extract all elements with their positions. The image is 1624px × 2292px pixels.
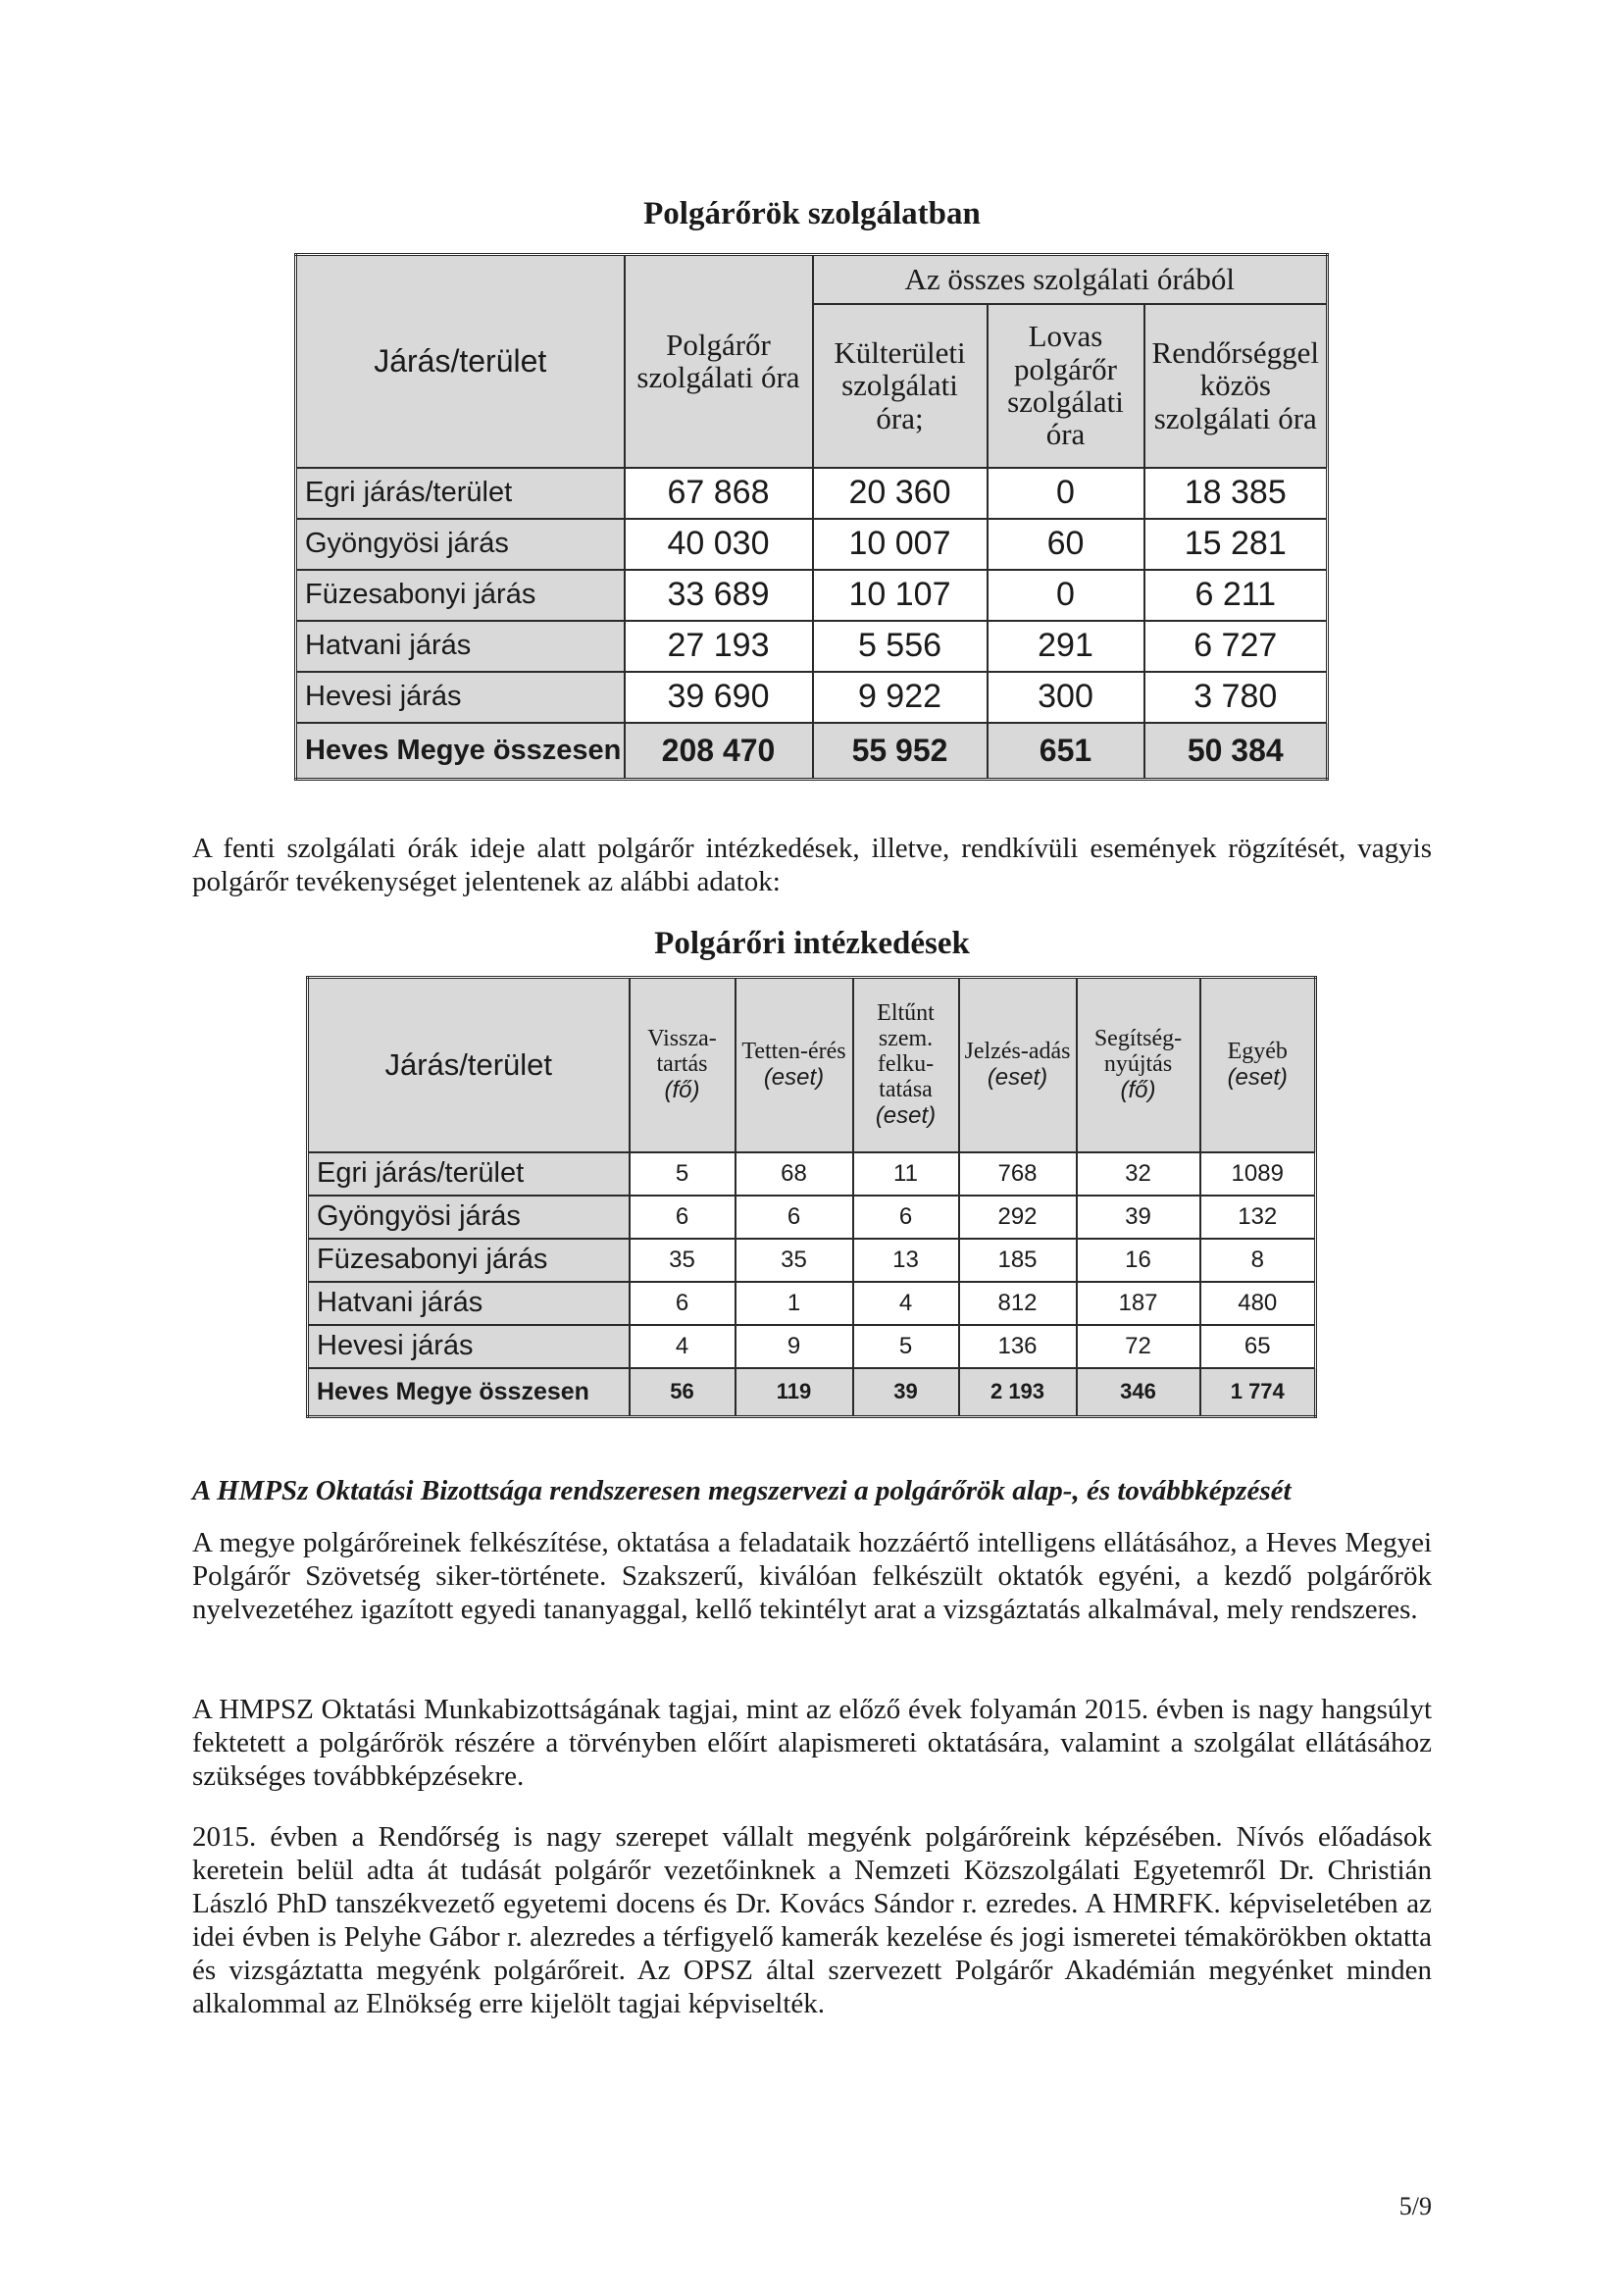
total-mounted: 651 [988,723,1144,780]
row-label: Füzesabonyi járás [308,1239,630,1282]
col-header-outdoor: Külterületi szolgálati óra; [813,304,988,468]
total-detain: 56 [630,1368,736,1417]
col-header-report [959,978,1077,1152]
cell-police: 15 281 [1144,519,1328,570]
cell-total: 39 690 [625,672,813,723]
cell-help: 39 [1077,1196,1200,1239]
table-row [308,1196,1316,1239]
total-row [296,723,1328,780]
cell-caught: 6 [736,1196,853,1239]
cell-detain: 5 [630,1152,736,1196]
col-header-missing [853,978,959,1152]
total-police: 50 384 [1144,723,1328,780]
col-header-detain-label: Vissza-tartás [647,1025,717,1077]
cell-outdoor: 10 007 [813,519,988,570]
col-header-mounted: Lovas polgárőr szolgálati óra [988,304,1144,468]
col-header-police: Rendőrséggel közös szolgálati óra [1144,304,1328,468]
total-label: Heves Megye összesen [308,1368,630,1417]
cell-detain: 6 [630,1282,736,1325]
row-label: Egri járás/terület [308,1152,630,1196]
cell-caught: 9 [736,1325,853,1368]
total-row [308,1368,1316,1417]
total-missing: 39 [853,1368,959,1417]
cell-missing: 4 [853,1282,959,1325]
cell-police: 6 211 [1144,570,1328,621]
table-row [308,1325,1316,1368]
row-label: Gyöngyösi járás [308,1196,630,1239]
cell-report: 812 [959,1282,1077,1325]
cell-outdoor: 9 922 [813,672,988,723]
cell-other: 480 [1200,1282,1316,1325]
cell-help: 72 [1077,1325,1200,1368]
cell-mounted: 300 [988,672,1144,723]
col-header-other [1200,978,1316,1152]
col-header-other-unit: (eset) [1227,1063,1288,1091]
col-header-area: Járás/terület [308,978,630,1152]
col-header-other-label: Egyéb [1227,1038,1288,1064]
col-header-report-label: Jelzés-adás [964,1038,1071,1064]
cell-mounted: 0 [988,468,1144,519]
total-caught: 119 [736,1368,853,1417]
table1-title: Polgárőrök szolgálatban [643,196,981,231]
total-report: 2 193 [959,1368,1077,1417]
page-number: 5/9 [1398,2192,1432,2220]
table-row [296,519,1328,570]
table-row [296,672,1328,723]
col-header-help-label: Segítség-nyújtás [1093,1025,1183,1077]
total-hours: 208 470 [625,723,813,780]
total-label: Heves Megye összesen [296,723,625,780]
cell-mounted: 0 [988,570,1144,621]
total-other: 1 774 [1200,1368,1316,1417]
row-label: Hatvani járás [296,621,625,672]
col-header-detain [630,978,736,1152]
section-heading: A HMPSz Oktatási Bizottsága rendszeresen megszervezi a polgárőrök alap-, és továbbképzését [192,1475,1292,1506]
cell-help: 187 [1077,1282,1200,1325]
cell-total: 40 030 [625,519,813,570]
cell-detain: 4 [630,1325,736,1368]
row-label: Hevesi járás [296,672,625,723]
cell-police: 6 727 [1144,621,1328,672]
cell-report: 292 [959,1196,1077,1239]
row-label: Hevesi járás [308,1325,630,1368]
col-header-report-unit: (eset) [987,1063,1048,1091]
cell-report: 768 [959,1152,1077,1196]
col-header-total-hours: Polgárőr szolgálati óra [625,255,813,468]
cell-total: 33 689 [625,570,813,621]
col-header-help-unit: (fő) [1120,1076,1156,1103]
cell-report: 136 [959,1325,1077,1368]
cell-missing: 6 [853,1196,959,1239]
cell-mounted: 60 [988,519,1144,570]
col-header-missing-label: Eltűnt szem. felku-tatása [877,999,935,1102]
cell-mounted: 291 [988,621,1144,672]
col-header-area: Járás/terület [296,255,625,468]
total-help: 346 [1077,1368,1200,1417]
cell-other: 1089 [1200,1152,1316,1196]
cell-caught: 1 [736,1282,853,1325]
paragraph-2: A HMPSZ Oktatási Munkabizottságának tagjai, mint az előző évek folyamán 2015. évben is nagy hangsúlyt fektetett a polgárőrök részére a törvényben előírt alapismereti oktatására, valamint a szolgálat ellátásához szükséges továbbképzésekre. [192,1694,1432,1792]
cell-outdoor: 10 107 [813,570,988,621]
col-header-detain-unit: (fő) [664,1076,700,1103]
cell-help: 16 [1077,1239,1200,1282]
service-hours-table [294,253,1329,781]
cell-caught: 35 [736,1239,853,1282]
table2-title: Polgárőri intézkedések [654,926,970,961]
col-header-help [1077,978,1200,1152]
cell-caught: 68 [736,1152,853,1196]
row-label: Gyöngyösi járás [296,519,625,570]
table-row [308,1239,1316,1282]
col-header-caught [736,978,853,1152]
cell-missing: 13 [853,1239,959,1282]
cell-report: 185 [959,1239,1077,1282]
intro-paragraph: A fenti szolgálati órák ideje alatt polgárőr intézkedések, illetve, rendkívüli események rögzítését, vagyis polgárőr tevékenységet jelentenek az alábbi adatok: [192,833,1432,897]
table-row [308,1282,1316,1325]
row-label: Egri járás/terület [296,468,625,519]
cell-other: 65 [1200,1325,1316,1368]
total-outdoor: 55 952 [813,723,988,780]
table-row [296,621,1328,672]
cell-outdoor: 5 556 [813,621,988,672]
cell-police: 18 385 [1144,468,1328,519]
cell-detain: 6 [630,1196,736,1239]
col-header-caught-label: Tetten-érés [741,1038,846,1064]
col-header-missing-unit: (eset) [875,1101,937,1129]
table-row [308,1152,1316,1196]
cell-police: 3 780 [1144,672,1328,723]
cell-missing: 5 [853,1325,959,1368]
row-label: Hatvani járás [308,1282,630,1325]
cell-total: 27 193 [625,621,813,672]
col-header-caught-unit: (eset) [763,1063,825,1091]
measures-table [306,976,1317,1418]
table-row [296,468,1328,519]
paragraph-1: A megye polgárőreinek felkészítése, oktatása a feladataik hozzáértő intelligens ellátásához, a Heves Megyei Polgárőr Szövetség siker-története. Szakszerű, kiválóan felkészült oktatók egyéni, a kezdő polgárőrök nyelvezetéhez igazított egyedi tananyaggal, kellő tekintélyt arat a vizsgáztatás alkalmával, mely rendszeres. [192,1527,1432,1625]
cell-other: 8 [1200,1239,1316,1282]
row-label: Füzesabonyi járás [296,570,625,621]
group-header: Az összes szolgálati órából [813,255,1328,304]
cell-other: 132 [1200,1196,1316,1239]
table-row [296,570,1328,621]
paragraph-3: 2015. évben a Rendőrség is nagy szerepet vállalt megyénk polgárőreink képzésében. Nívós előadások keretein belül adta át tudását polgárőr vezetőinknek a Nemzeti Közszolgálati Egyetemről Dr. Christián László PhD tanszékvezető egyetemi docens és Dr. Kovács Sándor r. ezredes. A HMRFK. képviseletében az idei évben is Pelyhe Gábor r. alezredes a térfigyelő kamerák kezelése és jogi ismeretei témakörökben oktatta és vizsgáztatta megyénk polgárőreit. Az OPSZ által szervezett Polgárőr Akadémián megyénket minden alkalommal az Elnökség erre kijelölt tagjai képviselték. [192,1821,1432,2019]
cell-total: 67 868 [625,468,813,519]
cell-missing: 11 [853,1152,959,1196]
cell-detain: 35 [630,1239,736,1282]
cell-help: 32 [1077,1152,1200,1196]
cell-outdoor: 20 360 [813,468,988,519]
